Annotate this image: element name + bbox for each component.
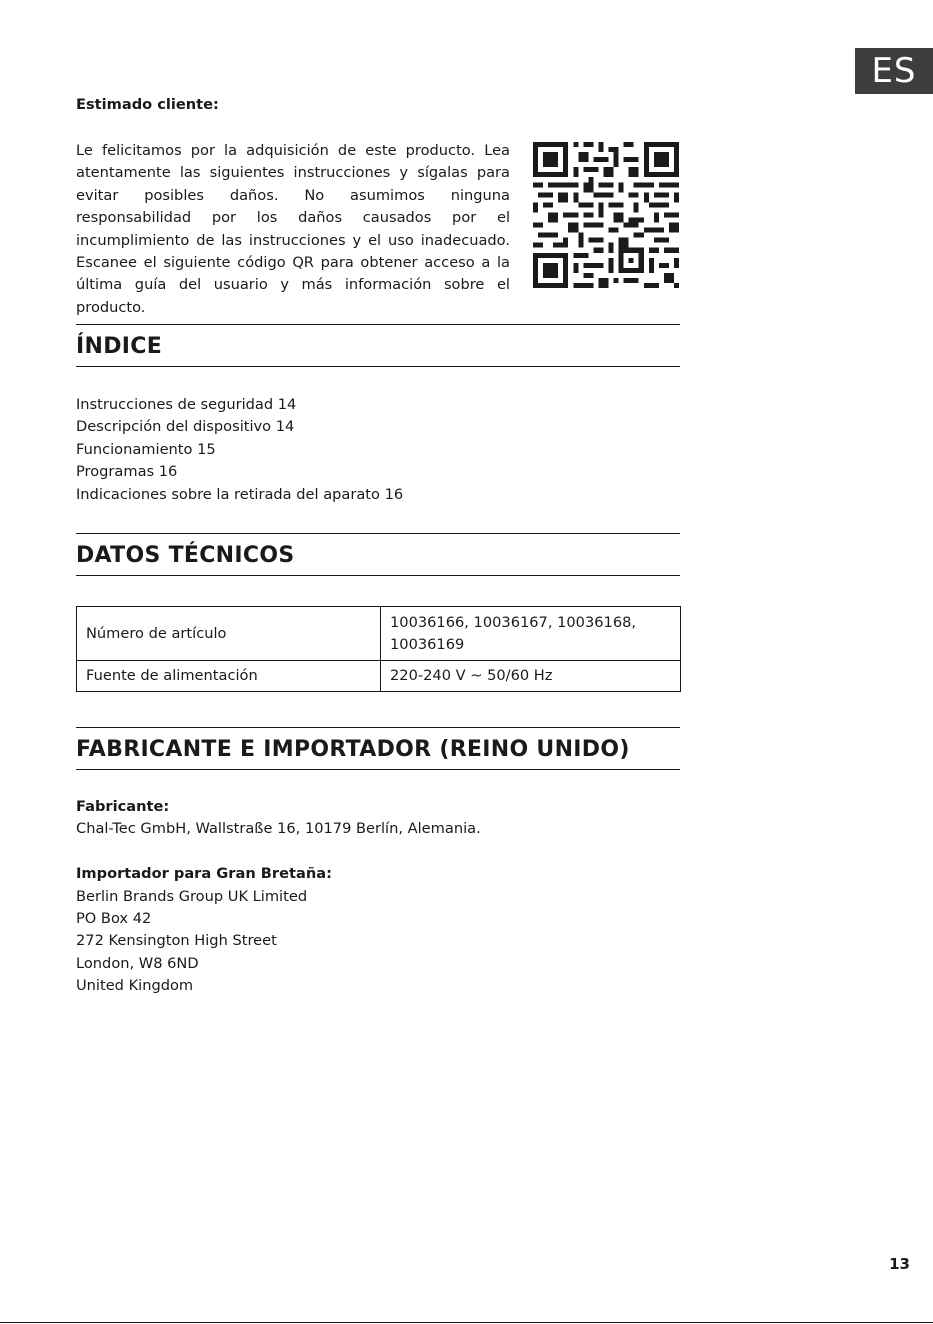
importer-label: Importador para Gran Bretaña:	[76, 865, 332, 883]
importer-line: London, W8 6ND	[76, 954, 199, 972]
divider	[76, 324, 680, 325]
toc-item: Programas 16	[76, 463, 178, 481]
divider	[76, 769, 680, 770]
table-row	[77, 607, 681, 661]
spec-value: 220-240 V ~ 50/60 Hz	[381, 661, 681, 692]
bottom-divider	[0, 1322, 933, 1323]
tech-specs-table	[76, 606, 681, 692]
spec-label: Número de artículo	[77, 607, 381, 661]
intro-paragraph: Le felicitamos por la adquisición de este producto. Lea atentamente las siguientes instrucciones y sígalas para evitar posibles daños. No asumimos ninguna responsabilidad por los daños causados por el incumplimiento de las instrucciones y el uso inadecuado. Escanee el siguiente código QR para obtener acceso a la última guía del usuario y más información sobre el producto.	[76, 142, 510, 316]
qr-code	[533, 142, 679, 288]
importer-line: PO Box 42	[76, 910, 152, 928]
importer-line: Berlin Brands Group UK Limited	[76, 887, 308, 905]
divider	[76, 575, 680, 576]
tech-data-title: DATOS TÉCNICOS	[76, 543, 295, 568]
spec-value-line: 10036169	[390, 635, 465, 653]
spec-label: Fuente de alimentación	[77, 661, 381, 692]
manufacturer-title: FABRICANTE E IMPORTADOR (REINO UNIDO)	[76, 737, 630, 762]
divider	[76, 366, 680, 367]
spec-value-line: 10036166, 10036167, 10036168,	[390, 613, 637, 631]
manufacturer-block	[76, 796, 680, 998]
toc-item: Indicaciones sobre la retirada del aparato 16	[76, 485, 404, 503]
importer-line: 272 Kensington High Street	[76, 932, 277, 950]
spec-value	[381, 607, 681, 661]
table-row	[77, 661, 681, 692]
greeting: Estimado cliente:	[76, 96, 219, 113]
spacer	[76, 841, 680, 863]
manufacturer-label: Fabricante:	[76, 798, 170, 815]
index-title: ÍNDICE	[76, 334, 163, 359]
toc-item: Descripción del dispositivo 14	[76, 418, 295, 436]
page-number: 13	[889, 1255, 910, 1273]
manufacturer-address: Chal-Tec GmbH, Wallstraße 16, 10179 Berlín, Alemania.	[76, 820, 481, 838]
divider	[76, 727, 680, 728]
divider	[76, 533, 680, 534]
toc-item: Funcionamiento 15	[76, 440, 216, 458]
table-of-contents	[76, 394, 680, 506]
language-tab: ES	[855, 48, 933, 94]
importer-line: United Kingdom	[76, 977, 194, 995]
toc-item: Instrucciones de seguridad 14	[76, 396, 297, 413]
